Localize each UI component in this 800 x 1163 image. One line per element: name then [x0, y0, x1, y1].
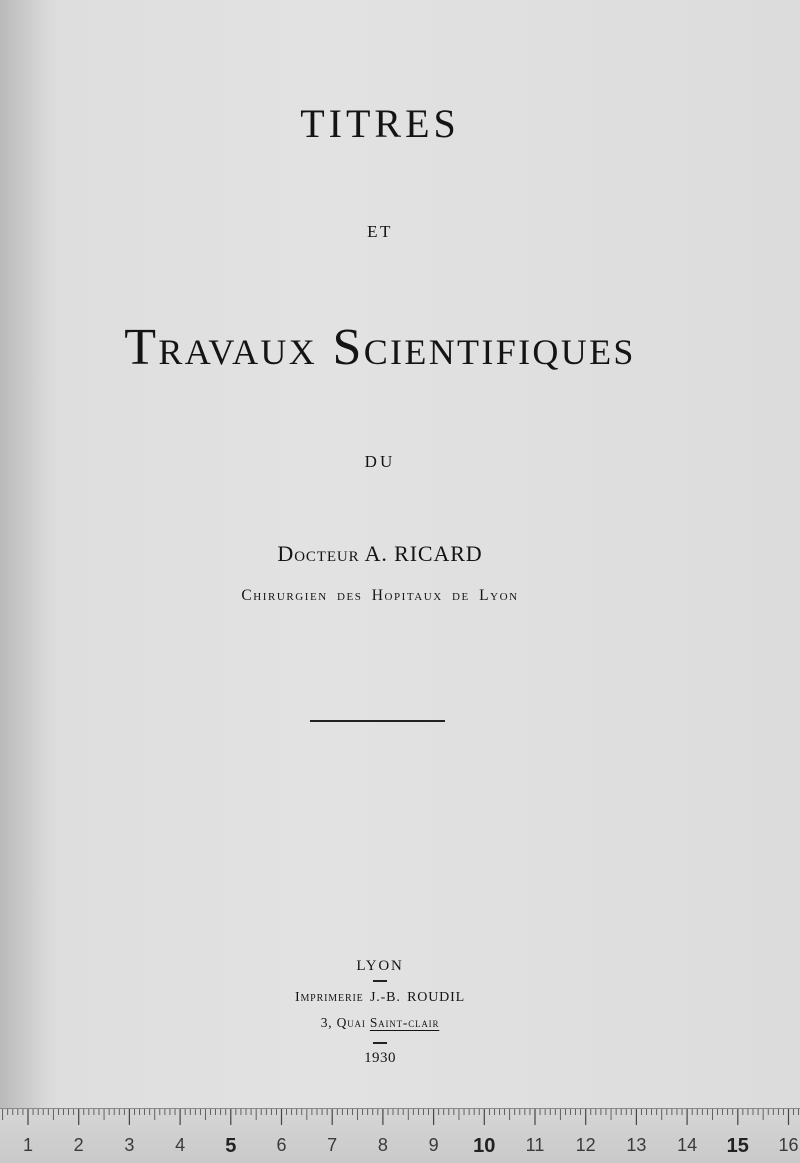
address-place: Saint-clair	[369, 1015, 440, 1030]
ruler-number: 12	[575, 1135, 596, 1155]
separator-dash	[373, 980, 387, 982]
ruler-number: 13	[626, 1135, 647, 1155]
title-line-travaux-scientifiques: Travaux Scientifiques	[124, 319, 636, 376]
author-name: Docteur A. RICARD	[277, 541, 483, 566]
ruler-number: 1	[22, 1135, 34, 1155]
publisher-city: LYON	[356, 958, 404, 974]
ruler-number: 2	[73, 1135, 84, 1155]
ruler-number: 3	[124, 1135, 135, 1155]
ruler-number: 16	[778, 1135, 799, 1155]
ruler-number: 10	[473, 1135, 496, 1157]
publication-year: 1930	[364, 1050, 396, 1066]
title-line-du: DU	[364, 452, 396, 471]
separator-dash	[373, 1042, 387, 1044]
address-prefix: 3, Quai	[320, 1015, 366, 1030]
separator-rule	[310, 720, 445, 722]
author-role: Chirurgien des Hopitaux de Lyon	[241, 587, 519, 604]
title-line-titres: TITRES	[300, 101, 460, 146]
publisher-address	[0, 1015, 760, 1031]
ruler-number: 11	[525, 1135, 545, 1155]
title-line-et: ET	[367, 222, 393, 241]
ruler-number: 15	[726, 1135, 749, 1157]
ruler-number: 9	[428, 1135, 439, 1155]
ruler-number: 8	[377, 1135, 388, 1155]
ruler-number: 5	[225, 1135, 237, 1157]
ruler-number: 6	[276, 1135, 287, 1155]
publisher-printer: Imprimerie J.-B. ROUDIL	[294, 990, 466, 1005]
ruler-number: 4	[175, 1135, 186, 1155]
ruler-number: 7	[327, 1135, 338, 1155]
measuring-ruler	[0, 1108, 800, 1163]
ruler-number: 14	[677, 1135, 698, 1155]
